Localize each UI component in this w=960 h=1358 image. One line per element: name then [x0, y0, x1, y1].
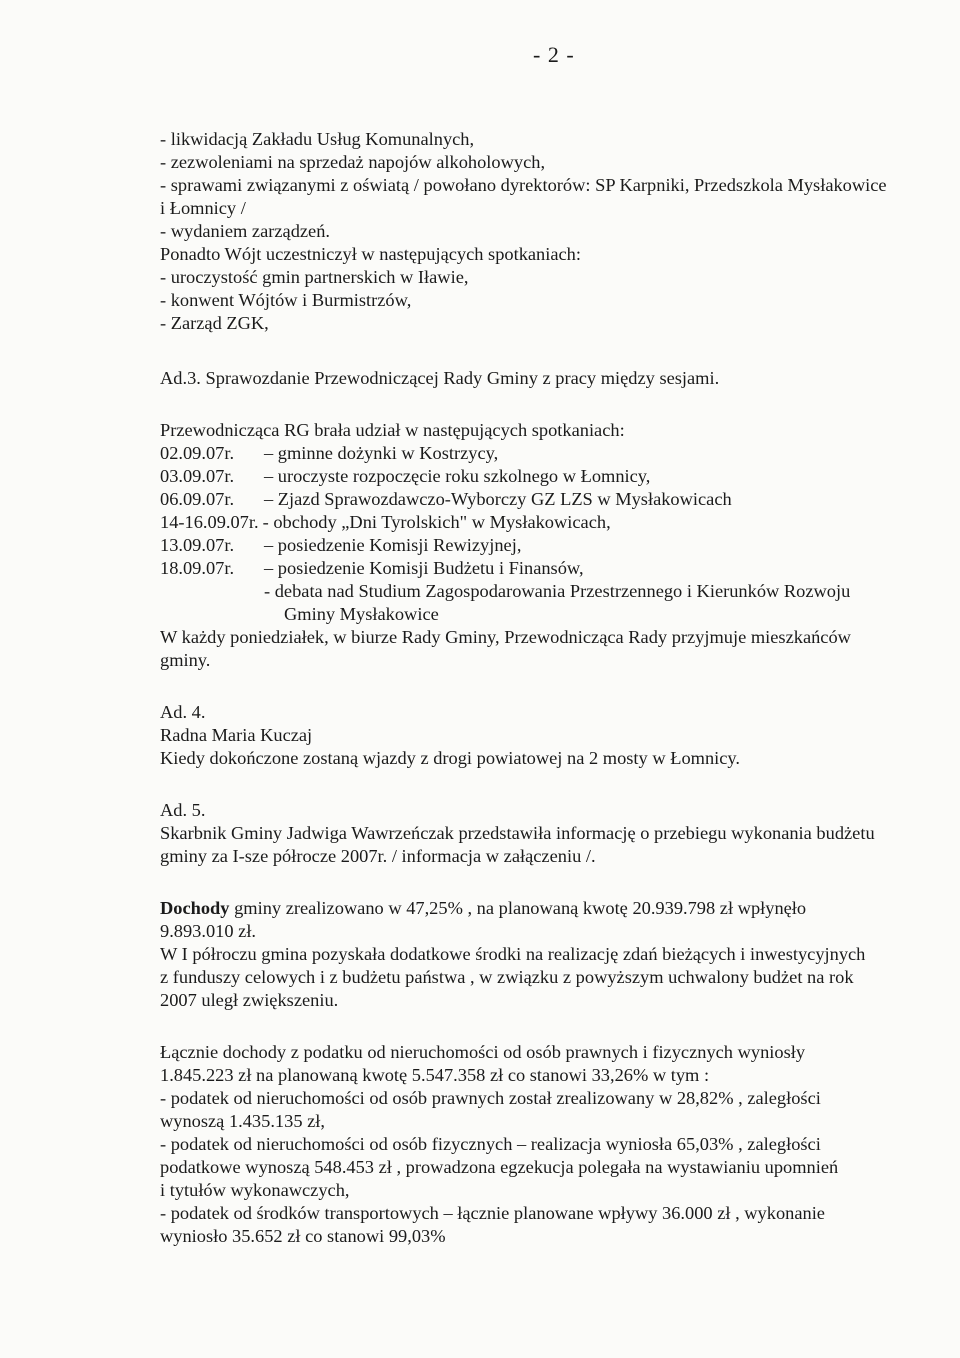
- meeting-log-row: [160, 534, 930, 557]
- list-item: - sprawami związanymi z oświatą / powołano dyrektorów: SP Karpniki, Przedszkola Mysłakowice: [160, 175, 887, 195]
- tax-line: wynoszą 1.435.135 zł,: [160, 1111, 325, 1131]
- meetings-intro: Ponadto Wójt uczestniczył w następujących spotkaniach:: [160, 244, 581, 264]
- ad3-section: [160, 367, 930, 672]
- ad4-question: Kiedy dokończone zostaną wjazdy z drogi powiatowej na 2 mosty w Łomnicy.: [160, 748, 741, 768]
- meeting-date: 02.09.07r.: [160, 443, 235, 463]
- income-amount: 9.893.010 zł.: [160, 921, 257, 941]
- ad5-heading: Ad. 5.: [160, 800, 206, 820]
- extra-funds-cont: 2007 uległ zwiększeniu.: [160, 990, 339, 1010]
- ad3-closing-cont: gminy.: [160, 650, 211, 670]
- tax-line: - podatek od nieruchomości od osób prawnych został zrealizowany w 28,82% , zaległości: [160, 1088, 821, 1108]
- meeting-subitem-cont: Gminy Mysłakowice: [284, 604, 439, 624]
- ad5-intro-cont: gminy za I-sze półrocze 2007r. / informacja w załączeniu /.: [160, 846, 596, 866]
- meeting-text: - obchody „Dni Tyrolskich" w Mysłakowicach,: [262, 512, 611, 532]
- income-text: gminy zrealizowano w 47,25% , na planowaną kwotę 20.939.798 zł wpłynęło: [229, 898, 807, 918]
- meetings-section: [160, 243, 930, 335]
- list-item: - uroczystość gmin partnerskich w Iławie,: [160, 267, 469, 287]
- meeting-text: – posiedzenie Komisji Budżetu i Finansów,: [264, 558, 584, 578]
- page-number: - 2 -: [533, 42, 575, 67]
- tax-line: podatkowe wynoszą 548.453 zł , prowadzona egzekucja polegała na wystawianiu upomnień: [160, 1157, 839, 1177]
- meeting-log-row: [160, 511, 930, 534]
- meeting-text: – gminne dożynki w Kostrzycy,: [264, 443, 499, 463]
- meeting-date: 06.09.07r.: [160, 489, 235, 509]
- tax-line: i tytułów wykonawczych,: [160, 1180, 350, 1200]
- meeting-log-row: [160, 465, 930, 488]
- extra-funds-cont: z funduszy celowych i z budżetu państwa , w związku z powyższym uchwalony budżet na rok: [160, 967, 854, 987]
- income-paragraph: [160, 897, 930, 920]
- tax-paragraph: [160, 1041, 930, 1248]
- intro-list: [160, 128, 930, 243]
- tax-line: wyniosło 35.652 zł co stanowi 99,03%: [160, 1226, 446, 1246]
- meeting-log-row: [160, 488, 930, 511]
- tax-line: - podatek od środków transportowych – łącznie planowane wpływy 36.000 zł , wykonanie: [160, 1203, 825, 1223]
- meeting-date: 18.09.07r.: [160, 558, 235, 578]
- list-item: i Łomnicy /: [160, 198, 246, 218]
- meeting-date: 14-16.09.07r.: [160, 512, 259, 532]
- document-body: [160, 128, 930, 1248]
- meeting-subitem: - debata nad Studium Zagospodarowania Przestrzennego i Kierunków Rozwoju: [264, 581, 851, 601]
- tax-line: Łącznie dochody z podatku od nieruchomości od osób prawnych i fizycznych wyniosły: [160, 1042, 806, 1062]
- meeting-date: 03.09.07r.: [160, 466, 235, 486]
- ad5-intro: Skarbnik Gminy Jadwiga Wawrzeńczak przedstawiła informację o przebiegu wykonania budżetu: [160, 823, 875, 843]
- list-item: - likwidacją Zakładu Usług Komunalnych,: [160, 129, 475, 149]
- tax-line: - podatek od nieruchomości od osób fizycznych – realizacja wyniosła 65,03% , zaległości: [160, 1134, 821, 1154]
- list-item: - Zarząd ZGK,: [160, 313, 269, 333]
- meeting-date: 13.09.07r.: [160, 535, 235, 555]
- meeting-text: – Zjazd Sprawozdawczo-Wyborczy GZ LZS w Mysłakowicach: [264, 489, 732, 509]
- meeting-log-row: [160, 557, 930, 580]
- ad3-closing: W każdy poniedziałek, w biurze Rady Gminy, Przewodnicząca Rady przyjmuje mieszkańców: [160, 627, 851, 647]
- ad4-section: [160, 701, 930, 770]
- ad5-section: [160, 799, 930, 1248]
- meeting-log-row: [160, 442, 930, 465]
- meeting-text: – posiedzenie Komisji Rewizyjnej,: [264, 535, 522, 555]
- list-item: - zezwoleniami na sprzedaż napojów alkoholowych,: [160, 152, 546, 172]
- tax-line: 1.845.223 zł na planowaną kwotę 5.547.358 zł co stanowi 33,26% w tym :: [160, 1065, 710, 1085]
- extra-funds-paragraph: W I półroczu gmina pozyskała dodatkowe środki na realizację zdań bieżących i inwestycyjnych: [160, 944, 866, 964]
- list-item: - konwent Wójtów i Burmistrzów,: [160, 290, 412, 310]
- meeting-text: – uroczyste rozpoczęcie roku szkolnego w Łomnicy,: [264, 466, 651, 486]
- list-item: - wydaniem zarządzeń.: [160, 221, 331, 241]
- ad4-speaker: Radna Maria Kuczaj: [160, 725, 313, 745]
- income-label: Dochody: [160, 898, 230, 918]
- ad3-title: Ad.3. Sprawozdanie Przewodniczącej Rady Gminy z pracy między sesjami.: [160, 368, 720, 388]
- ad3-intro: Przewodnicząca RG brała udział w następujących spotkaniach:: [160, 420, 625, 440]
- ad4-heading: Ad. 4.: [160, 702, 206, 722]
